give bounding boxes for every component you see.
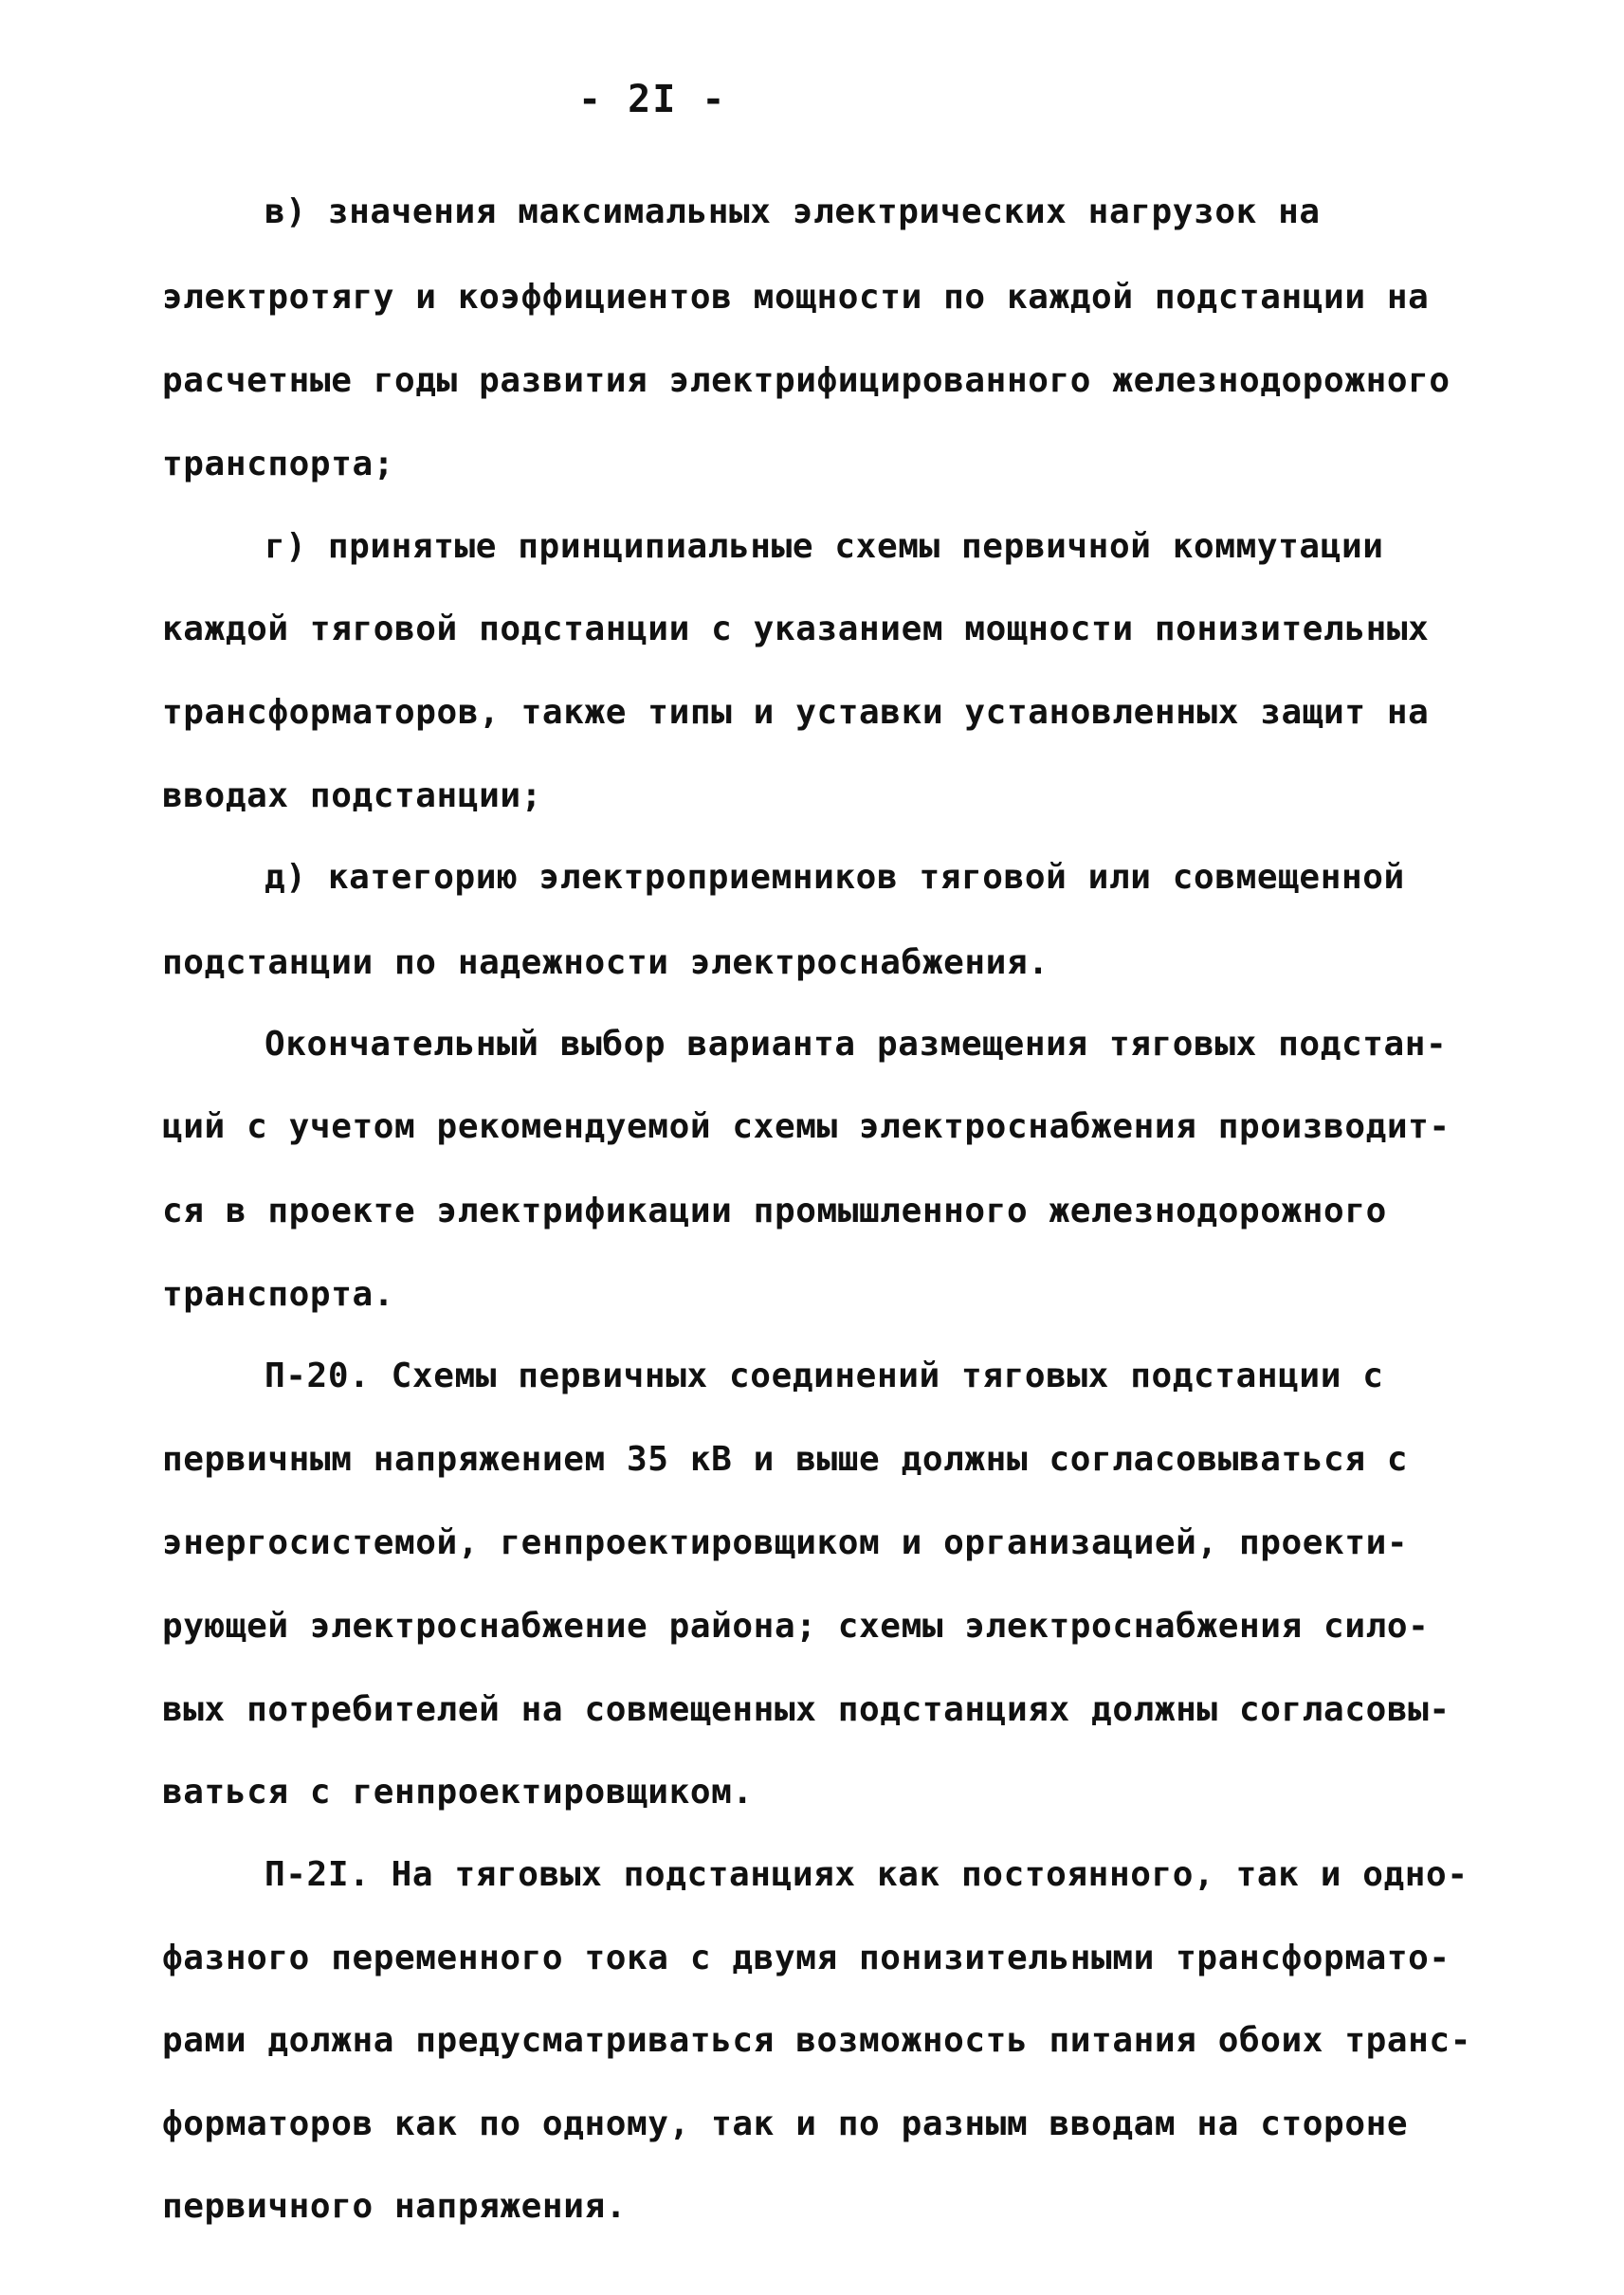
text-line: форматоров как по одному, так и по разным вводам на стороне bbox=[162, 2104, 1409, 2143]
page-number: - 2I - bbox=[578, 78, 727, 121]
text-line: ваться с генпроектировщиком. bbox=[162, 1773, 754, 1812]
text-line: рами должна предусматриваться возможность питания обоих транс- bbox=[162, 2021, 1471, 2060]
text-line: первичного напряжения. bbox=[162, 2187, 628, 2226]
text-line: вых потребителей на совмещенных подстанциях должны согласовы- bbox=[162, 1690, 1451, 1729]
text-line: ций с учетом рекомендуемой схемы электроснабжения производит- bbox=[162, 1107, 1451, 1146]
text-line: П-2I. На тяговых подстанциях как постоянного, так и одно- bbox=[265, 1855, 1469, 1894]
text-line: в) значения максимальных электрических нагрузок на bbox=[265, 192, 1321, 231]
text-line: Окончательный выбор варианта размещения тяговых подстан- bbox=[265, 1025, 1448, 1064]
text-line: трансформаторов, также типы и уставки установленных защит на bbox=[162, 693, 1430, 732]
text-line: рующей электроснабжение района; схемы электроснабжения сило- bbox=[162, 1607, 1430, 1646]
text-line: вводах подстанции; bbox=[162, 776, 542, 815]
text-line: д) категорию электроприемников тяговой или совмещенной bbox=[265, 858, 1405, 897]
text-line: транспорта; bbox=[162, 445, 395, 483]
text-line: ся в проекте электрификации промышленного железнодорожного bbox=[162, 1192, 1387, 1230]
text-line: фазного переменного тока с двумя понизительными трансформато- bbox=[162, 1939, 1451, 1977]
text-line: П-20. Схемы первичных соединений тяговых подстанции с bbox=[265, 1357, 1384, 1395]
text-line: электротягу и коэффициентов мощности по каждой подстанции на bbox=[162, 278, 1430, 317]
text-line: г) принятые принципиальные схемы первичной коммутации bbox=[265, 527, 1384, 566]
text-line: первичным напряжением 35 кВ и выше должны согласовываться с bbox=[162, 1440, 1409, 1479]
text-line: расчетные годы развития электрифицированного железнодорожного bbox=[162, 361, 1451, 400]
text-line: энергосистемой, генпроектировщиком и организацией, проекти- bbox=[162, 1523, 1409, 1562]
text-line: каждой тяговой подстанции с указанием мощности понизительных bbox=[162, 610, 1430, 648]
text-line: транспорта. bbox=[162, 1275, 395, 1314]
text-line: подстанции по надежности электроснабжения. bbox=[162, 943, 1049, 982]
